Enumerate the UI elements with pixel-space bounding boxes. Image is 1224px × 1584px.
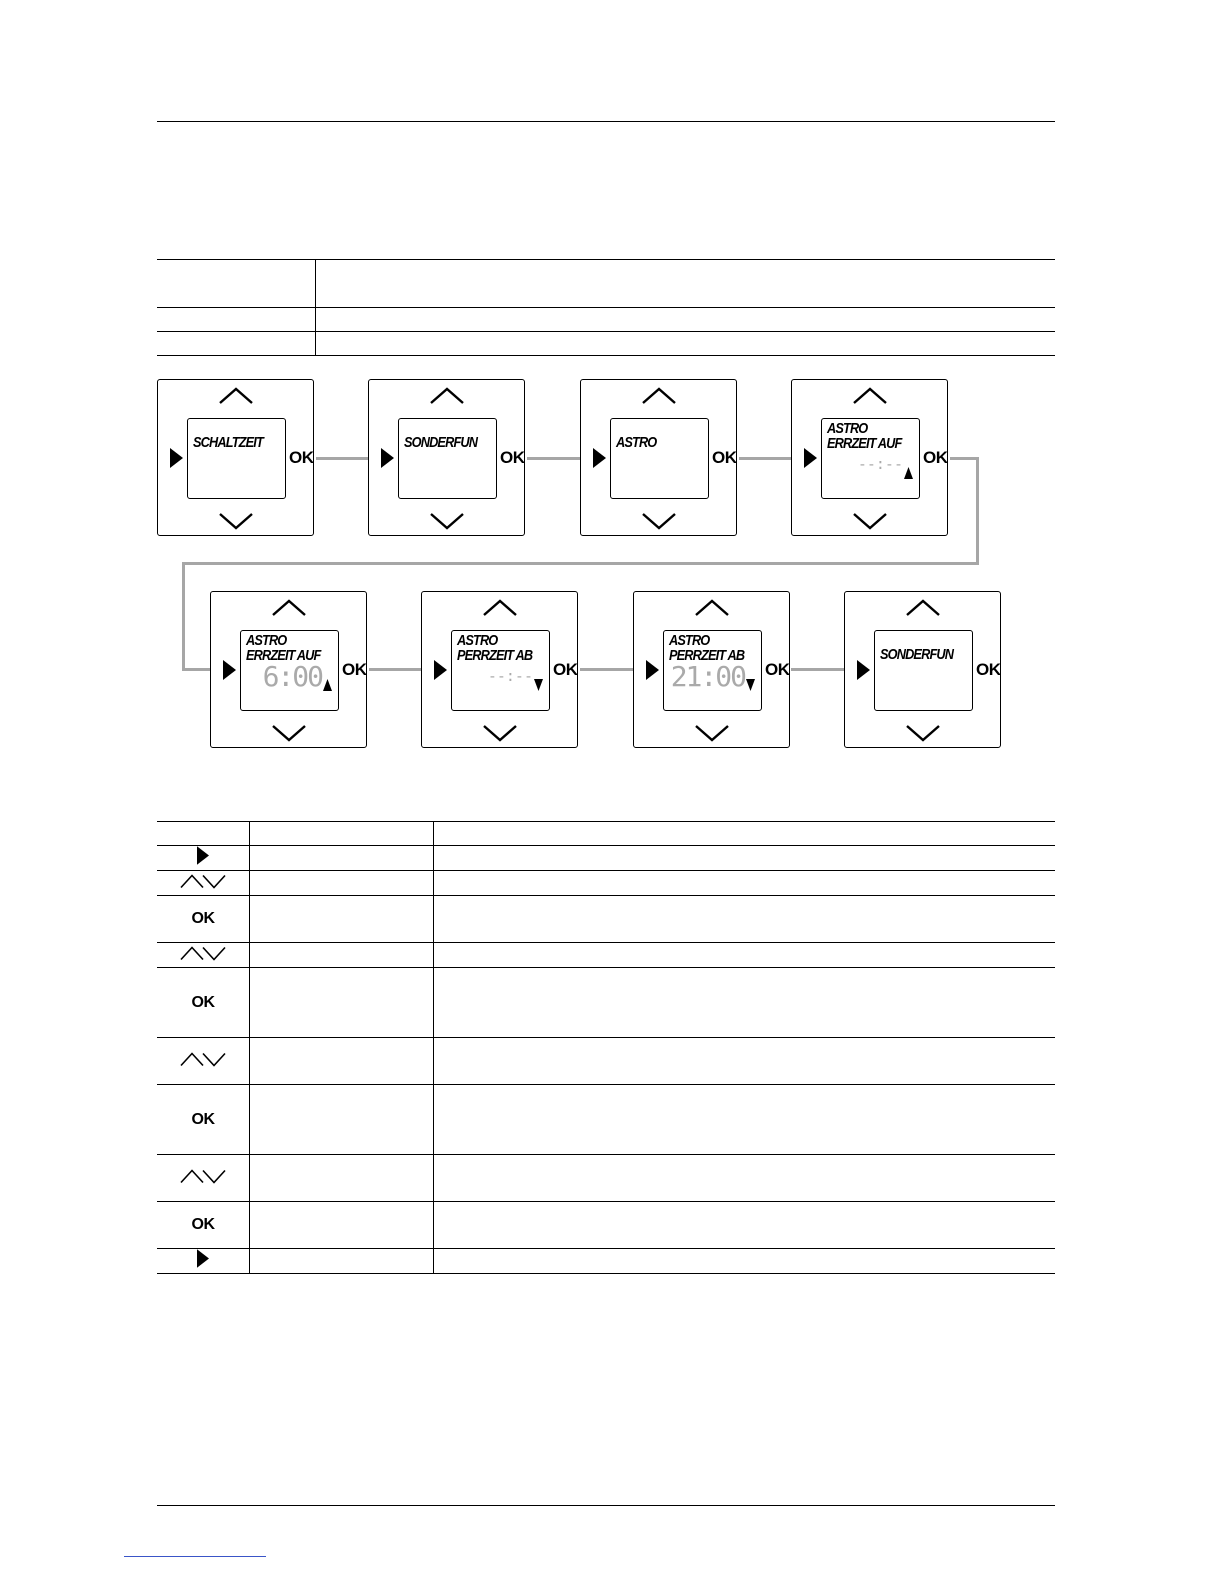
info-row [157, 259, 1055, 307]
chevron-up-icon [905, 599, 941, 617]
flow-connector [739, 457, 793, 460]
table-row [157, 967, 1055, 1037]
play-icon [197, 1249, 209, 1268]
info-cell-label [157, 332, 316, 355]
triangle-up-icon [323, 679, 332, 691]
lcd-line-1: SCHALTZEIT [193, 434, 263, 451]
lcd-line-1: ASTRO [827, 420, 868, 437]
device-panel [421, 591, 578, 748]
lcd-display [240, 630, 339, 711]
device-panel [210, 591, 367, 748]
table-row [157, 1154, 1055, 1201]
key-symbol [157, 846, 249, 870]
key-symbol [157, 1168, 249, 1189]
lcd-time-value: 6:00 [262, 660, 322, 693]
lcd-display [398, 418, 497, 499]
ok-button-label: OK [289, 448, 314, 467]
key-symbol [157, 1216, 249, 1234]
up-down-icon [180, 1168, 226, 1184]
up-down-icon [180, 1051, 226, 1067]
chevron-down-icon [641, 512, 677, 530]
info-row [157, 331, 1055, 356]
lcd-line-2: ERRZEIT AUF [246, 647, 321, 664]
table-row [157, 942, 1055, 967]
ok-key-label: OK [191, 993, 215, 1011]
chevron-up-icon [694, 599, 730, 617]
flow-connector [182, 668, 212, 671]
play-icon [170, 448, 183, 468]
chevron-down-icon [429, 512, 465, 530]
table-row [157, 1248, 1055, 1274]
device-panel [157, 379, 314, 536]
table-row [157, 1037, 1055, 1084]
flow-connector [369, 668, 423, 671]
key-symbol [157, 910, 249, 928]
chevron-down-icon [218, 512, 254, 530]
up-down-icon [180, 945, 226, 961]
action-cell [249, 1085, 434, 1154]
play-icon [381, 448, 394, 468]
action-cell [249, 1038, 434, 1084]
flow-connector [580, 668, 634, 671]
lcd-display [874, 630, 973, 711]
table-row [157, 895, 1055, 942]
table-row [157, 1084, 1055, 1154]
ok-button-label: OK [765, 660, 790, 679]
ok-button-label: OK [553, 660, 578, 679]
device-panel [791, 379, 948, 536]
key-symbol [157, 1249, 249, 1273]
action-cell [249, 846, 434, 870]
info-row [157, 307, 1055, 331]
play-icon [804, 448, 817, 468]
flow-connector [182, 562, 979, 565]
ok-key-label: OK [191, 1110, 215, 1128]
lcd-time-value: --:-- [487, 667, 533, 685]
device-panel [633, 591, 790, 748]
flow-connector [950, 457, 979, 460]
lcd-line-1: ASTRO [246, 632, 287, 649]
lcd-display [187, 418, 286, 499]
play-icon [857, 660, 870, 680]
chevron-up-icon [429, 387, 465, 405]
ok-key-label: OK [191, 1216, 215, 1233]
lcd-line-1: ASTRO [669, 632, 710, 649]
lcd-display [451, 630, 550, 711]
flow-connector [976, 457, 979, 565]
table-row [157, 845, 1055, 870]
table-row [157, 821, 1055, 845]
play-icon [646, 660, 659, 680]
play-icon [197, 846, 209, 865]
key-cell [157, 822, 250, 845]
lcd-line-1: ASTRO [616, 434, 657, 451]
key-symbol [157, 1111, 249, 1129]
steps-table [157, 821, 1055, 1274]
chevron-up-icon [482, 599, 518, 617]
play-icon [593, 448, 606, 468]
info-cell-label [157, 260, 316, 307]
flow-connector [527, 457, 581, 460]
lcd-display [610, 418, 709, 499]
action-cell [249, 1202, 434, 1248]
key-symbol [157, 1051, 249, 1072]
lcd-line-1: SONDERFUN [404, 434, 478, 451]
info-table [157, 259, 1055, 356]
lcd-display [821, 418, 920, 499]
info-cell-label [157, 308, 316, 331]
key-symbol [157, 994, 249, 1012]
lcd-line-2: ERRZEIT AUF [827, 435, 902, 452]
action-cell [249, 1249, 434, 1273]
action-cell [249, 943, 434, 967]
key-symbol [157, 945, 249, 966]
up-down-icon [180, 873, 226, 889]
flow-connector [316, 457, 370, 460]
device-panel [368, 379, 525, 536]
table-row [157, 1201, 1055, 1248]
triangle-down-icon [746, 679, 755, 691]
chevron-down-icon [694, 724, 730, 742]
lcd-line-2: PERRZEIT AB [669, 647, 745, 664]
lcd-line-1: ASTRO [457, 632, 498, 649]
lcd-line-1: SONDERFUN [880, 646, 954, 663]
key-symbol [157, 873, 249, 894]
chevron-down-icon [271, 724, 307, 742]
lcd-line-2: PERRZEIT AB [457, 647, 533, 664]
ok-button-label: OK [500, 448, 525, 467]
triangle-down-icon [534, 679, 543, 691]
chevron-down-icon [852, 512, 888, 530]
action-cell [249, 1155, 434, 1201]
chevron-up-icon [218, 387, 254, 405]
ok-button-label: OK [976, 660, 1001, 679]
ok-button-label: OK [923, 448, 948, 467]
ok-button-label: OK [712, 448, 737, 467]
ok-button-label: OK [342, 660, 367, 679]
lcd-time-value: --:-- [857, 455, 903, 473]
chevron-up-icon [641, 387, 677, 405]
action-cell [249, 871, 434, 895]
triangle-up-icon [904, 467, 913, 479]
flow-connector [791, 668, 845, 671]
chevron-up-icon [852, 387, 888, 405]
device-panel [580, 379, 737, 536]
flow-connector [182, 562, 185, 670]
chevron-down-icon [482, 724, 518, 742]
action-cell [249, 896, 434, 942]
table-row [157, 870, 1055, 895]
lcd-time-value: 21:00 [670, 660, 745, 693]
ok-key-label: OK [191, 910, 215, 927]
chevron-up-icon [271, 599, 307, 617]
chevron-down-icon [905, 724, 941, 742]
device-panel [844, 591, 1001, 748]
play-icon [434, 660, 447, 680]
lcd-display [663, 630, 762, 711]
header-rule [157, 121, 1055, 122]
action-cell [249, 968, 434, 1037]
footer-link-underline [124, 1556, 266, 1557]
footer-rule [157, 1505, 1055, 1506]
play-icon [223, 660, 236, 680]
action-cell [249, 822, 434, 845]
